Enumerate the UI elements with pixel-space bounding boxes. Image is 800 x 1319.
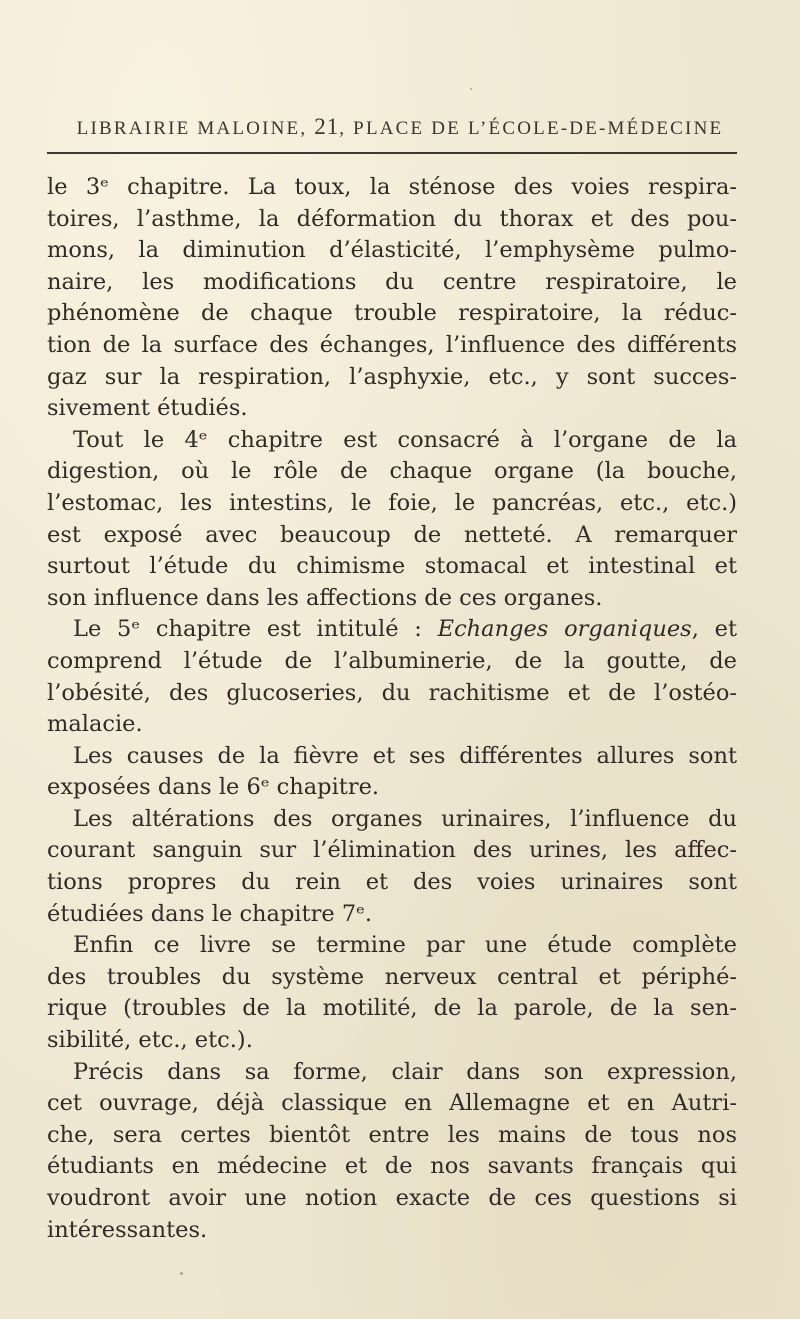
text-line: étudiants en médecine et de nos savants français qui: [47, 1153, 737, 1180]
text-line: Le 5ᵉ chapitre est intitulé : Echanges organiques, et: [73, 616, 737, 643]
text-line: étudiées dans le chapitre 7ᵉ.: [47, 900, 372, 927]
text-line: sibilité, etc., etc.).: [47, 1027, 253, 1054]
text-line: intéressantes.: [47, 1216, 208, 1243]
text-line: l’obésité, des glucoseries, du rachitisme et de l’ostéo-: [47, 679, 737, 706]
street-address: PLACE DE L’ÉCOLE-DE-MÉDECINE: [353, 118, 724, 139]
text-line: Les altérations des organes urinaires, l’influence du: [73, 805, 737, 832]
publisher-name: LIBRAIRIE MALOINE: [76, 118, 301, 139]
text-line: surtout l’étude du chimisme stomacal et intestinal et: [47, 553, 737, 580]
chapter-title-italic: Echanges organiques: [437, 616, 692, 643]
running-head: LIBRAIRIE MALOINE, 21, PLACE DE L’ÉCOLE-DE-MÉDECINE: [76, 114, 724, 139]
street-number: 21: [314, 114, 340, 139]
text-line: courant sanguin sur l’élimination des urines, les affec-: [47, 837, 737, 864]
text-line: l’estomac, les intestins, le foie, le pancréas, etc., etc.): [47, 489, 737, 516]
text-line: naire, les modifications du centre respiratoire, le: [47, 268, 737, 295]
text-line: des troubles du système nerveux central et périphé-: [47, 963, 737, 990]
body-text: [47, 172, 737, 1246]
text-line: voudront avoir une notion exacte de ces questions si: [47, 1185, 737, 1211]
text-line: rique (troubles de la motilité, de la parole, de la sen-: [47, 995, 737, 1022]
text-line: le 3ᵉ chapitre. La toux, la sténose des voies respira-: [47, 174, 737, 200]
text-line: Les causes de la fièvre et ses différentes allures sont: [73, 742, 737, 769]
text-line: est exposé avec beaucoup de netteté. A remarquer: [47, 521, 737, 548]
text-line: phénomène de chaque trouble respiratoire, la réduc-: [47, 300, 737, 327]
text-line: toires, l’asthme, la déformation du thorax et des pou-: [47, 205, 737, 232]
header-rule: [47, 152, 737, 154]
text-line: digestion, où le rôle de chaque organe (la bouche,: [47, 458, 737, 485]
text-line: gaz sur la respiration, l’asphyxie, etc., y sont succes-: [47, 363, 737, 390]
text-line: Précis dans sa forme, clair dans son expression,: [73, 1058, 737, 1085]
text-line: tions propres du rein et des voies urinaires sont: [47, 869, 737, 896]
paper-speck: [470, 88, 472, 90]
text-line: che, sera certes bientôt entre les mains de tous nos: [47, 1121, 737, 1148]
text-line: Tout le 4ᵉ chapitre est consacré à l’organe de la: [73, 426, 737, 453]
text-line: comprend l’étude de l’albuminerie, de la goutte, de: [47, 647, 737, 674]
text-line: sivement étudiés.: [47, 395, 248, 422]
text-line: tion de la surface des échanges, l’influence des différents: [47, 331, 737, 358]
text-line: mons, la diminution d’élasticité, l’emphysème pulmo-: [47, 237, 737, 264]
text-line: malacie.: [47, 711, 143, 738]
paper-speck: [180, 1272, 183, 1275]
text-line: exposées dans le 6ᵉ chapitre.: [47, 774, 380, 801]
text-line: cet ouvrage, déjà classique en Allemagne et en Autri-: [47, 1090, 737, 1117]
text-line: son influence dans les affections de ces organes.: [47, 584, 603, 611]
text-line: Enfin ce livre se termine par une étude complète: [73, 932, 737, 959]
